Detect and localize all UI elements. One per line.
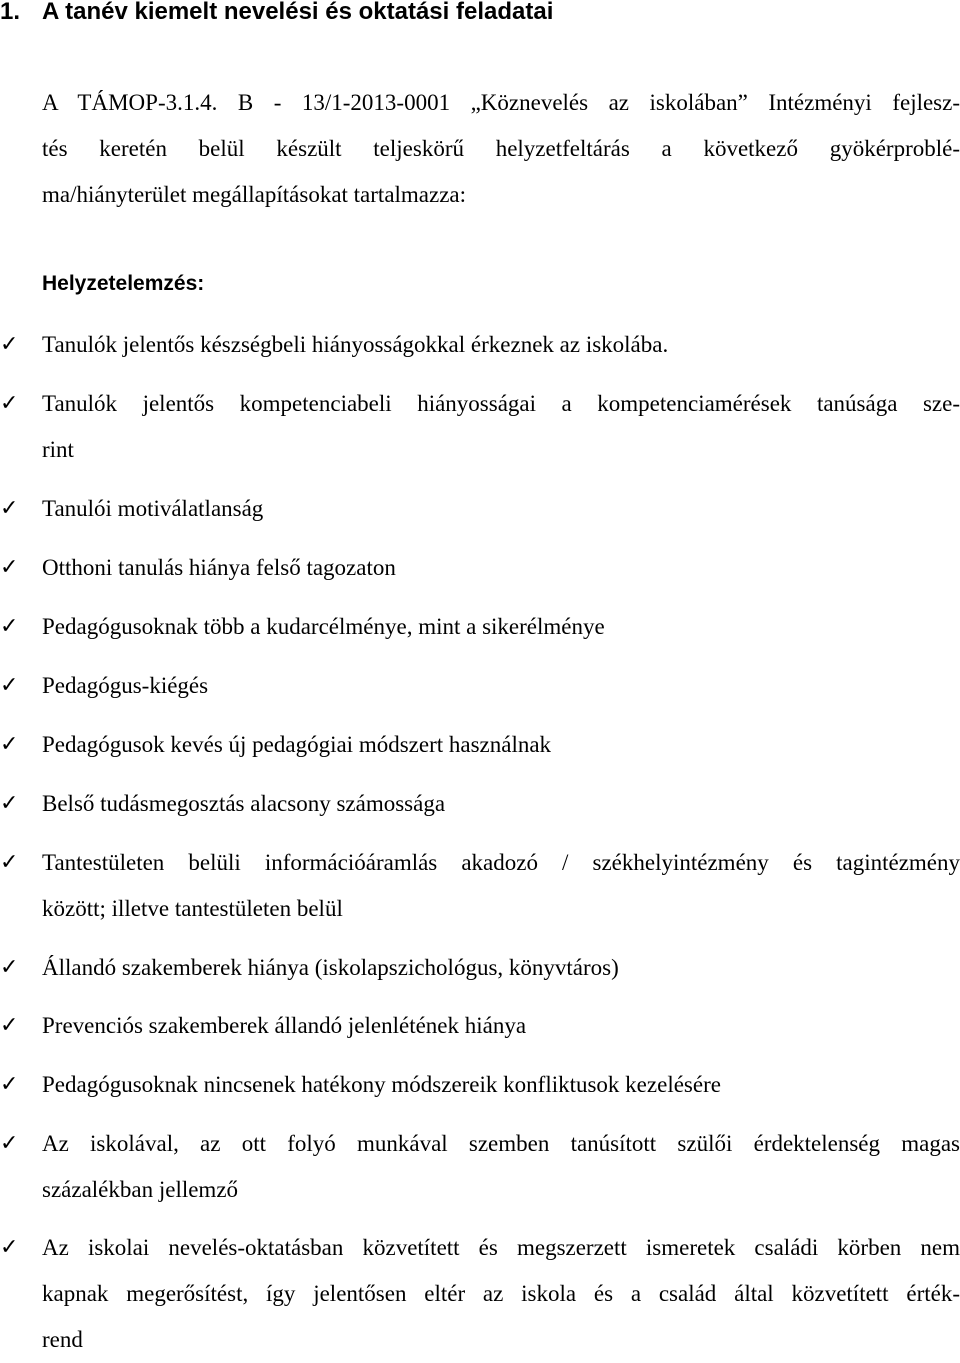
section-title: Helyzetelemzés: [42, 272, 205, 295]
list-item-line: Pedagógus-kiégés [42, 673, 209, 698]
chapter-title: A tanév kiemelt nevelési és oktatási feladatai [42, 0, 554, 25]
check-mark-icon: ✓ [0, 850, 19, 875]
list-item-line: Az iskolával, az ott folyó munkával szemben tanúsított szülői érdektelenség magas [42, 1131, 960, 1156]
check-mark-icon: ✓ [0, 391, 19, 416]
list-item-line: kapnak megerősítést, így jelentősen eltér az iskola és a család által közvetített érték- [42, 1281, 960, 1306]
list-item-line: Tanulók jelentős kompetenciabeli hiányosságai a kompetenciamérések tanúsága sze- [42, 391, 960, 416]
list-item-line: rint [42, 437, 74, 462]
chapter-heading [0, 0, 553, 27]
list-item-line: Pedagógusoknak több a kudarcélménye, mint a sikerélménye [42, 614, 605, 639]
check-mark-icon: ✓ [0, 732, 19, 757]
check-mark-icon: ✓ [0, 1013, 19, 1038]
check-mark-icon: ✓ [0, 614, 19, 639]
list-item-line: között; illetve tantestületen belül [42, 896, 343, 921]
list-item-line: Otthoni tanulás hiánya felső tagozaton [42, 555, 396, 580]
list-item-line: Prevenciós szakemberek állandó jelenlétének hiánya [42, 1013, 527, 1038]
intro-paragraph [42, 80, 960, 218]
list-item-line: százalékban jellemző [42, 1177, 239, 1202]
list-item-line: Belső tudásmegosztás alacsony számossága [42, 791, 446, 816]
list-item-line: rend [42, 1327, 83, 1352]
list-item-line: Tanulói motiválatlanság [42, 496, 264, 521]
list-item-line: Pedagógusoknak nincsenek hatékony módszereik konfliktusok kezelésére [42, 1072, 721, 1097]
list-item-line: Tanulók jelentős készségbeli hiányosságokkal érkeznek az iskolába. [42, 332, 669, 357]
check-mark-icon: ✓ [0, 1235, 19, 1260]
check-mark-icon: ✓ [0, 496, 19, 521]
list-item-line: Az iskolai nevelés-oktatásban közvetített és megszerzett ismeretek családi körben nem [42, 1235, 960, 1260]
chapter-number: 1. [0, 0, 21, 25]
check-mark-icon: ✓ [0, 332, 19, 357]
check-mark-icon: ✓ [0, 555, 19, 580]
intro-line: A TÁMOP-3.1.4. B - 13/1-2013-0001 „Köznevelés az iskolában” Intézményi fejlesz- [42, 90, 960, 115]
intro-line: tés keretén belül készült teljeskörű helyzetfeltárás a következő gyökérproblé- [42, 136, 960, 161]
check-mark-icon: ✓ [0, 1072, 19, 1097]
intro-line: ma/hiányterület megállapításokat tartalmazza: [42, 182, 467, 207]
check-mark-icon: ✓ [0, 673, 19, 698]
list-item-line: Tantestületen belüli információáramlás akadozó / székhelyintézmény és tagintézmény [42, 850, 960, 875]
list-item-line: Pedagógusok kevés új pedagógiai módszert használnak [42, 732, 552, 757]
list-item-line: Állandó szakemberek hiánya (iskolapszichológus, könyvtáros) [42, 955, 619, 980]
check-mark-icon: ✓ [0, 1131, 19, 1156]
check-mark-icon: ✓ [0, 955, 19, 980]
check-mark-icon: ✓ [0, 791, 19, 816]
